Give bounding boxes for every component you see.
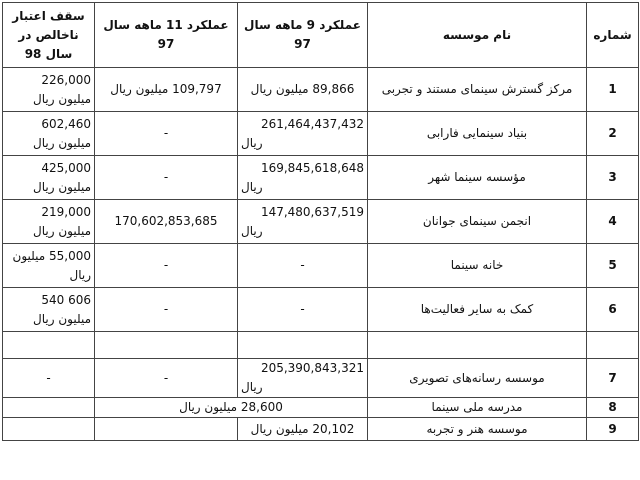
table-row: [3, 156, 639, 200]
perf9-unit: ریال: [241, 135, 263, 150]
blank-cell: [95, 332, 238, 359]
perf9-unit: ریال: [241, 223, 263, 238]
row-institute: کمک به سایر فعالیت‌ها: [368, 288, 587, 332]
row-institute: موسسه رسانه‌های تصویری: [368, 359, 587, 398]
row-ceiling: [3, 156, 95, 200]
row-number: 8: [587, 398, 639, 418]
row-ceiling: [3, 398, 95, 418]
row-perf11: 109,797 میلیون ریال: [95, 68, 238, 112]
header-number: شماره: [587, 3, 639, 68]
row-number: 4: [587, 200, 639, 244]
row-institute: مرکز گسترش سینمای مستند و تجربی: [368, 68, 587, 112]
header-perf9: عملکرد 9 ماهه سال 97: [238, 3, 368, 68]
perf9-value: 261,464,437,432: [260, 116, 364, 131]
perf9-unit: ریال: [241, 380, 263, 394]
row-institute: موسسه هنر و تجربه: [368, 418, 587, 441]
perf9-value: 147,480,637,519: [260, 204, 364, 219]
ceiling-value: 226,000: [41, 72, 91, 87]
row-perf11: 170,602,853,685: [95, 200, 238, 244]
blank-cell: [587, 332, 639, 359]
header-perf11: عملکرد 11 ماهه سال 97: [95, 3, 238, 68]
budget-table: [2, 2, 639, 441]
row-institute: مدرسه ملی سینما: [368, 398, 587, 418]
table-row: [3, 112, 639, 156]
header-institute: نام موسسه: [368, 3, 587, 68]
row-number: 2: [587, 112, 639, 156]
row-perf-merged: 28,600 میلیون ریال: [95, 398, 368, 418]
row-perf11: -: [95, 288, 238, 332]
row-ceiling: [3, 68, 95, 112]
row-perf9: [238, 200, 368, 244]
row-institute: بنیاد سینمایی فارابی: [368, 112, 587, 156]
ceiling-value: 602,460: [41, 116, 91, 131]
row-perf9: 20,102 میلیون ریال: [238, 418, 368, 441]
row-number: 6: [587, 288, 639, 332]
row-perf11: -: [95, 156, 238, 200]
perf9-value: 169,845,618,648: [260, 160, 364, 175]
perf9-value: 205,390,843,321: [260, 361, 364, 375]
row-perf9: 89,866 میلیون ریال: [238, 68, 368, 112]
row-perf11: -: [95, 244, 238, 288]
blank-row: [3, 332, 639, 359]
row-perf9: -: [238, 244, 368, 288]
row-ceiling: [3, 418, 95, 441]
row-ceiling: -: [3, 359, 95, 398]
blank-cell: [238, 332, 368, 359]
table-row: [3, 398, 639, 418]
row-perf9: [238, 359, 368, 398]
ceiling-unit: میلیون ریال: [33, 311, 91, 326]
row-number: 5: [587, 244, 639, 288]
row-number: 9: [587, 418, 639, 441]
row-institute: خانه سینما: [368, 244, 587, 288]
row-perf11: -: [95, 112, 238, 156]
row-ceiling: [3, 244, 95, 288]
perf9-unit: ریال: [241, 179, 263, 194]
ceiling-value: 540 606: [41, 292, 91, 307]
row-number: 3: [587, 156, 639, 200]
blank-cell: [3, 332, 95, 359]
row-perf9: -: [238, 288, 368, 332]
row-number: 1: [587, 68, 639, 112]
blank-cell: [368, 332, 587, 359]
header-row: [3, 3, 639, 68]
ceiling-value: 425,000: [41, 160, 91, 175]
ceiling-value: 55,000: [49, 248, 91, 263]
ceiling-unit: میلیون ریال: [33, 91, 91, 106]
row-perf11: [95, 418, 238, 441]
table-row: [3, 418, 639, 441]
row-institute: مؤسسه سینما شهر: [368, 156, 587, 200]
table-row: [3, 244, 639, 288]
table-row: [3, 359, 639, 398]
row-perf11: -: [95, 359, 238, 398]
ceiling-unit: میلیون ریال: [33, 223, 91, 238]
ceiling-value: 219,000: [41, 204, 91, 219]
row-ceiling: [3, 288, 95, 332]
ceiling-unit: میلیون ریال: [12, 248, 91, 282]
ceiling-unit: میلیون ریال: [33, 135, 91, 150]
row-perf9: [238, 112, 368, 156]
table-row: [3, 288, 639, 332]
table-row: [3, 200, 639, 244]
row-institute: انجمن سینمای جوانان: [368, 200, 587, 244]
row-number: 7: [587, 359, 639, 398]
header-ceiling: سقف اعتبار ناخالص در سال 98: [3, 3, 95, 68]
ceiling-unit: میلیون ریال: [33, 179, 91, 194]
table-row: [3, 68, 639, 112]
row-perf9: [238, 156, 368, 200]
row-ceiling: [3, 112, 95, 156]
row-ceiling: [3, 200, 95, 244]
